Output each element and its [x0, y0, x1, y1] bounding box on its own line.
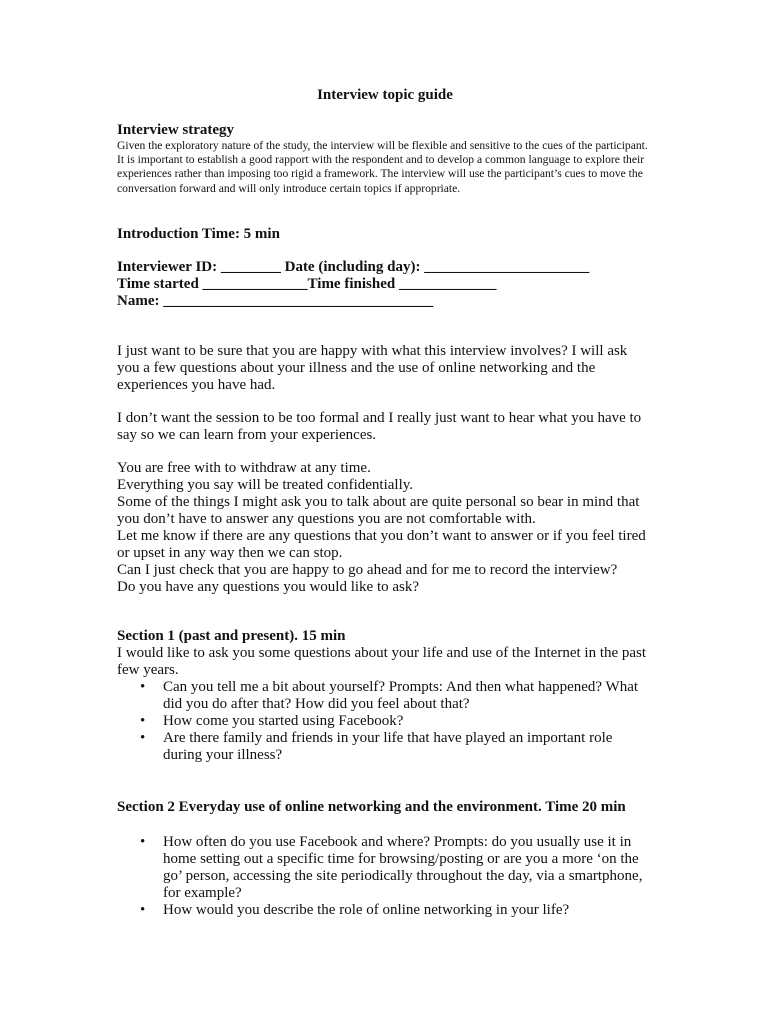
bullet-icon: •: [140, 679, 146, 695]
intro-statement: Do you have any questions you would like to ask?: [117, 579, 420, 595]
strategy-heading: Interview strategy: [117, 122, 235, 138]
interview-form-fields: [117, 259, 657, 310]
list-item: [117, 730, 652, 764]
strategy-paragraph: Given the exploratory nature of the study, the interview will be flexible and sensitive to the cues of the participant. It is important to establish a good rapport with the respondent and to develop a common language to explore their experiences rather than imposing too rigid a framework. The interview will use the participant’s cues to move the conversation forward and will only introduce certain topics if appropriate.: [117, 139, 648, 195]
intro-statement: Let me know if there are any questions that you don’t want to answer or if you feel tired or upset in any way then we can stop.: [117, 528, 646, 561]
question-text: How often do you use Facebook and where? Prompts: do you usually use it in home setting out a specific time for browsing/posting or are you a more ‘on the go’ person, accessing the site periodically throughout the day, via a smartphone, for example?: [163, 834, 643, 901]
section-1: [117, 628, 652, 764]
interviewer-id-date-line: Interviewer ID: ________ Date (including day): ______________________: [117, 259, 590, 275]
section-1-heading: Section 1 (past and present). 15 min: [117, 628, 346, 644]
intro-statement: Some of the things I might ask you to talk about are quite personal so bear in mind that you don’t have to answer any questions you are not comfortable with.: [117, 494, 640, 527]
intro-statement: You are free with to withdraw at any time.: [117, 460, 371, 476]
name-line: Name: ____________________________________: [117, 293, 434, 309]
intro-paragraph-2: I don’t want the session to be too formal and I really just want to hear what you have to say so we can learn from your experiences.: [117, 410, 642, 443]
question-text: Can you tell me a bit about yourself? Prompts: And then what happened? What did you do after that? How did you feel about that?: [163, 679, 639, 712]
section-2-heading: Section 2 Everyday use of online networking and the environment. Time 20 min: [117, 799, 626, 815]
bullet-icon: •: [140, 730, 146, 746]
intro-paragraph-1: I just want to be sure that you are happy with what this interview involves? I will ask you a few questions about your illness and the use of online networking and the experiences you have had.: [117, 343, 628, 393]
section-1-intro: I would like to ask you some questions about your life and use of the Internet in the past few years.: [117, 645, 647, 678]
list-item: [117, 713, 652, 730]
section-2: [117, 834, 652, 919]
list-item: [117, 902, 652, 919]
bullet-icon: •: [140, 713, 146, 729]
intro-statements: [117, 460, 652, 596]
list-item: [117, 679, 652, 713]
document-title: Interview topic guide: [317, 87, 453, 103]
time-started-finished-line: Time started ______________Time finished _____________: [117, 276, 497, 292]
intro-statement: Everything you say will be treated confidentially.: [117, 477, 414, 493]
introduction-heading: Introduction Time: 5 min: [117, 226, 280, 242]
list-item: [117, 834, 652, 902]
section-1-question-list: [117, 679, 652, 764]
bullet-icon: •: [140, 834, 146, 850]
intro-statement: Can I just check that you are happy to go ahead and for me to record the interview?: [117, 562, 618, 578]
question-text: How come you started using Facebook?: [163, 713, 404, 729]
question-text: Are there family and friends in your life that have played an important role during your illness?: [163, 730, 613, 763]
question-text: How would you describe the role of online networking in your life?: [163, 902, 570, 918]
bullet-icon: •: [140, 902, 146, 918]
section-2-question-list: [117, 834, 652, 919]
